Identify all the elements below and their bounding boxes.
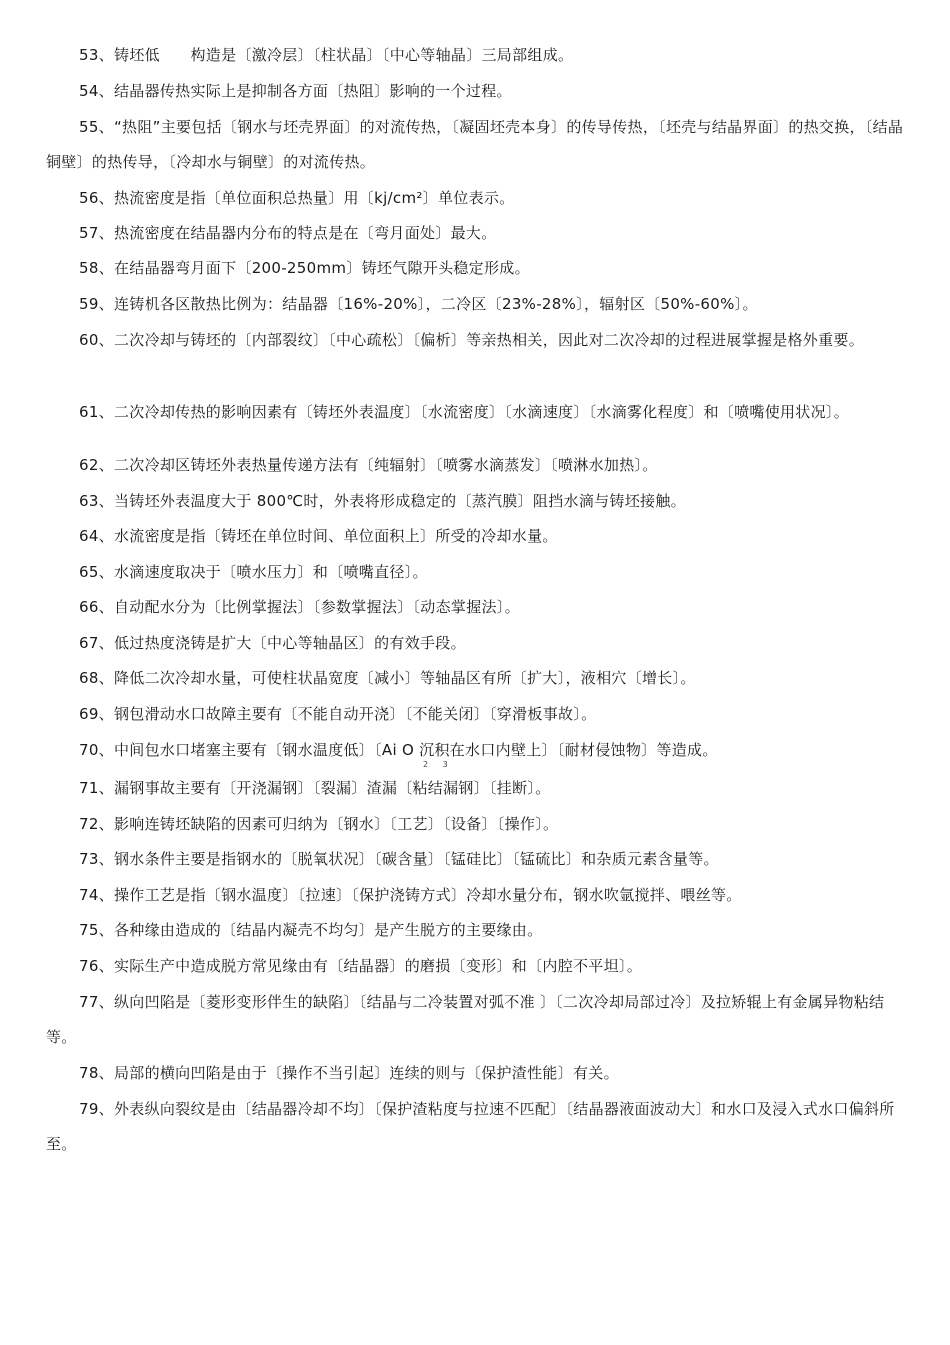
paragraph-61: 61、二次冷却传热的影响因素有〔铸坯外表温度〕〔水流密度〕〔水滴速度〕〔水滴雾化程度〕和〔喷嘴使用状况〕。 <box>79 403 849 421</box>
paragraph-59: 59、连铸机各区散热比例为：结晶器〔16%-20%〕，二冷区〔23%-28%〕，辐射区〔50%-60%〕。 <box>79 295 758 313</box>
paragraph-54: 54、结晶器传热实际上是抑制各方面〔热阻〕影响的一个过程。 <box>79 82 512 100</box>
paragraph-75: 75、各种缘由造成的〔结晶内凝壳不均匀〕是产生脱方的主要缘由。 <box>79 921 543 939</box>
paragraph-53: 53、铸坯低 构造是〔激冷层〕〔柱状晶〕〔中心等轴晶〕三局部组成。 <box>79 46 574 64</box>
paragraph-71: 71、漏钢事故主要有〔开浇漏钢〕〔裂漏〕渣漏〔粘结漏钢〕〔挂断〕。 <box>79 779 551 797</box>
paragraph-63: 63、当铸坯外表温度大于 800℃时，外表将形成稳定的〔蒸汽膜〕阻挡水滴与铸坯接触。 <box>79 492 686 510</box>
paragraph-74: 74、操作工艺是指〔钢水温度〕〔拉速〕〔保护浇铸方式〕冷却水量分布，钢水吹氩搅拌、喂丝等。 <box>79 886 742 904</box>
paragraph-56: 56、热流密度是指〔单位面积总热量〕用〔kj/cm²〕单位表示。 <box>79 189 515 207</box>
paragraph-78: 78、局部的横向凹陷是由于〔操作不当引起〕连续的则与〔保护渣性能〕有关。 <box>79 1064 619 1082</box>
paragraph-55: 55、“热阻”主要包括〔钢水与坯壳界面〕的对流传热，〔凝固坯壳本身〕的传导传热，〔坯壳与结晶界面〕的热交换，〔结晶铜壁〕的热传导，〔冷却水与铜壁〕的对流传热。 <box>46 118 904 171</box>
paragraph-57: 57、热流密度在结晶器内分布的特点是在〔弯月面处〕最大。 <box>79 224 497 242</box>
paragraph-79: 79、外表纵向裂纹是由〔结晶器冷却不均〕〔保护渣粘度与拉速不匹配〕〔结晶器液面波动大〕和水口及浸入式水口偏斜所至。 <box>46 1100 895 1153</box>
paragraph-65: 65、水滴速度取决于〔喷水压力〕和〔喷嘴直径〕。 <box>79 563 428 581</box>
paragraph-73: 73、钢水条件主要是指钢水的〔脱氧状况〕〔碳含量〕〔锰硅比〕〔锰硫比〕和杂质元素含量等。 <box>79 850 719 868</box>
paragraph-64: 64、水流密度是指〔铸坯在单位时间、单位面积上〕所受的冷却水量。 <box>79 527 558 545</box>
paragraph-72: 72、影响连铸坯缺陷的因素可归纳为〔钢水〕〔工艺〕〔设备〕〔操作〕。 <box>79 815 559 833</box>
paragraph-76: 76、实际生产中造成脱方常见缘由有〔结晶器〕的磨损〔变形〕和〔内腔不平坦〕。 <box>79 957 642 975</box>
paragraph-70: 70、中间包水口堵塞主要有〔钢水温度低〕〔Ai O 沉积在水口内壁上〕〔耐材侵蚀物〕等造成。 <box>79 741 718 759</box>
paragraph-67: 67、低过热度浇铸是扩大〔中心等轴晶区〕的有效手段。 <box>79 634 466 652</box>
paragraph-58: 58、在结晶器弯月面下〔200-250mm〕铸坯气隙开头稳定形成。 <box>79 259 530 277</box>
paragraph-69: 69、钢包滑动水口故障主要有〔不能自动开浇〕〔不能关闭〕〔穿滑板事故〕。 <box>79 705 597 723</box>
paragraph-68: 68、降低二次冷却水量，可使柱状晶宽度〔减小〕等轴晶区有所〔扩大〕，液相穴〔增长〕。 <box>79 669 696 687</box>
paragraph-62: 62、二次冷却区铸坯外表热量传递方法有〔纯辐射〕〔喷雾水滴蒸发〕〔喷淋水加热〕。 <box>79 456 658 474</box>
paragraph-60: 60、二次冷却与铸坯的〔内部裂纹〕〔中心疏松〕〔偏析〕等亲热相关，因此对二次冷却的过程进展掌握是格外重要。 <box>79 331 864 349</box>
paragraph-77: 77、纵向凹陷是〔菱形变形伴生的缺陷〕〔结晶与二冷装置对弧不准 〕〔二次冷却局部过冷〕及拉矫辊上有金属异物粘结等。 <box>46 993 885 1046</box>
paragraph-66: 66、自动配水分为〔比例掌握法〕〔参数掌握法〕〔动态掌握法〕。 <box>79 598 520 616</box>
subscript-2-3: 2 3 <box>423 760 454 769</box>
